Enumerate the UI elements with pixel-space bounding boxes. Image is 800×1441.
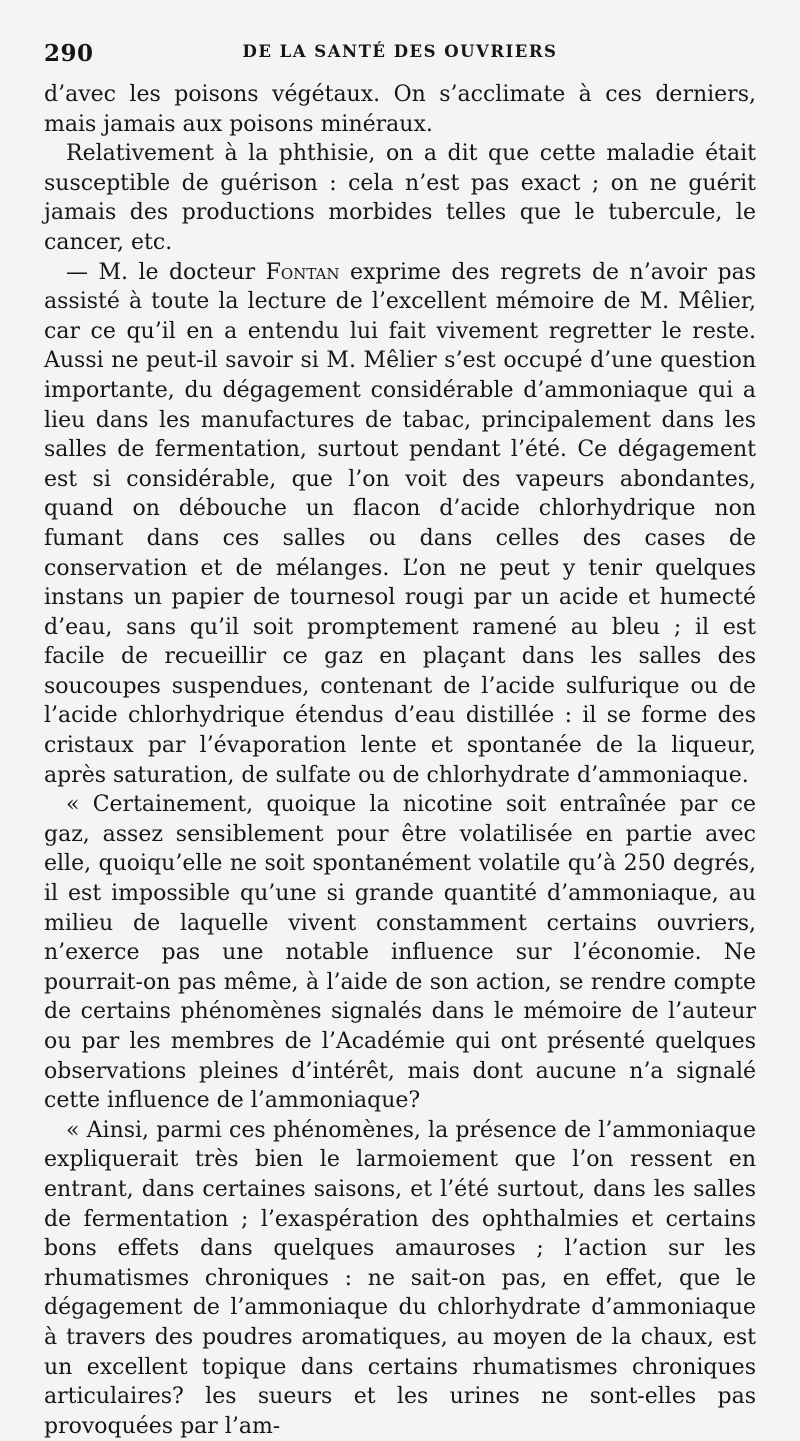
paragraph bbox=[44, 1116, 756, 1441]
page-number: 290 bbox=[44, 40, 94, 67]
paragraph-text: d’avec les poisons végétaux. On s’acclimate à ces derniers, mais jamais aux poisons minéraux. bbox=[44, 82, 756, 137]
paragraph bbox=[44, 790, 756, 1116]
paragraph bbox=[44, 80, 756, 139]
paragraph-text: « Ainsi, parmi ces phénomènes, la présence de l’ammoniaque expliquerait très bien le larmoiement que l’on ressent en entrant, dans certaines saisons, et l’été surtout, dans les salles de fermentation ; l’exaspération des ophthalmies et certains bons effets dans quelques amauroses ; l’action sur les rhumatismes chroniques : ne sait-on pas, en effet, que le dégagement de l’ammoniaque du chlorhydrate d’ammoniaque à travers des poudres aromatiques, au moyen de la chaux, est un excellent topique dans certains rhumatismes chroniques articulaires? les sueurs et les urines ne sont-elles pas provoquées par l’am- bbox=[44, 1117, 756, 1439]
paragraph-text: « Certainement, quoique la nicotine soit entraînée par ce gaz, assez sensiblement pour être volatilisée en partie avec elle, quoiqu’elle ne soit spontanément volatile qu’à 250 degrés, il est impossible qu’une si grande quantité d’ammoniaque, au milieu de laquelle vivent constamment certains ouvriers, n’exerce pas une notable influence sur l’économie. Ne pourrait-on pas même, à l’aide de son action, se rendre compte de certains phénomènes signalés dans le mémoire de l’auteur ou par les membres de l’Académie qui ont présenté quelques observations pleines d’intérêt, mais dont aucune n’a signalé cette influence de l’ammoniaque? bbox=[44, 792, 756, 1114]
paragraph bbox=[44, 258, 756, 791]
paragraph-text: Relativement à la phthisie, on a dit que cette maladie était susceptible de guérison : cela n’est pas exact ; on ne guérit jamais des productions morbides telles que le tubercule, le cancer, etc. bbox=[44, 141, 756, 255]
paragraph bbox=[44, 139, 756, 257]
paragraph-text: exprime des regrets de n’avoir pas assisté à toute la lecture de l’excellent mémoire de M. Mêlier, car ce qu’il en a entendu lui fait vivement regretter le reste. Aussi ne peut-il savoir si M. Mêlier s’est occupé d’une question importante, du dégagement considérable d’ammoniaque qui a lieu dans les manufactures de tabac, principalement dans les salles de fermentation, surtout pendant l’été. Ce dégagement est si considérable, que l’on voit des vapeurs abondantes, quand on débouche un flacon d’acide chlorhydrique non fumant dans ces salles ou dans celles des cases de conservation et de mélanges. L’on ne peut y tenir quelques instans un papier de tournesol rougi par un acide et humecté d’eau, sans qu’il soit promptement ramené au bleu ; il est facile de recueillir ce gaz en plaçant dans les salles des soucoupes suspendues, contenant de l’acide sulfurique ou de l’acide chlorhydrique étendus d’eau distillée : il se forme des cristaux par l’évaporation lente et spontanée de la liqueur, après saturation, de sulfate ou de chlorhydrate d’ammoniaque. bbox=[44, 259, 756, 788]
paragraph-prefix: — M. le docteur bbox=[66, 259, 266, 285]
running-head bbox=[44, 40, 756, 76]
person-name: Fontan bbox=[265, 259, 340, 285]
running-title: DE LA SANTÉ DES OUVRIERS bbox=[242, 42, 558, 61]
body-text bbox=[44, 80, 756, 1441]
